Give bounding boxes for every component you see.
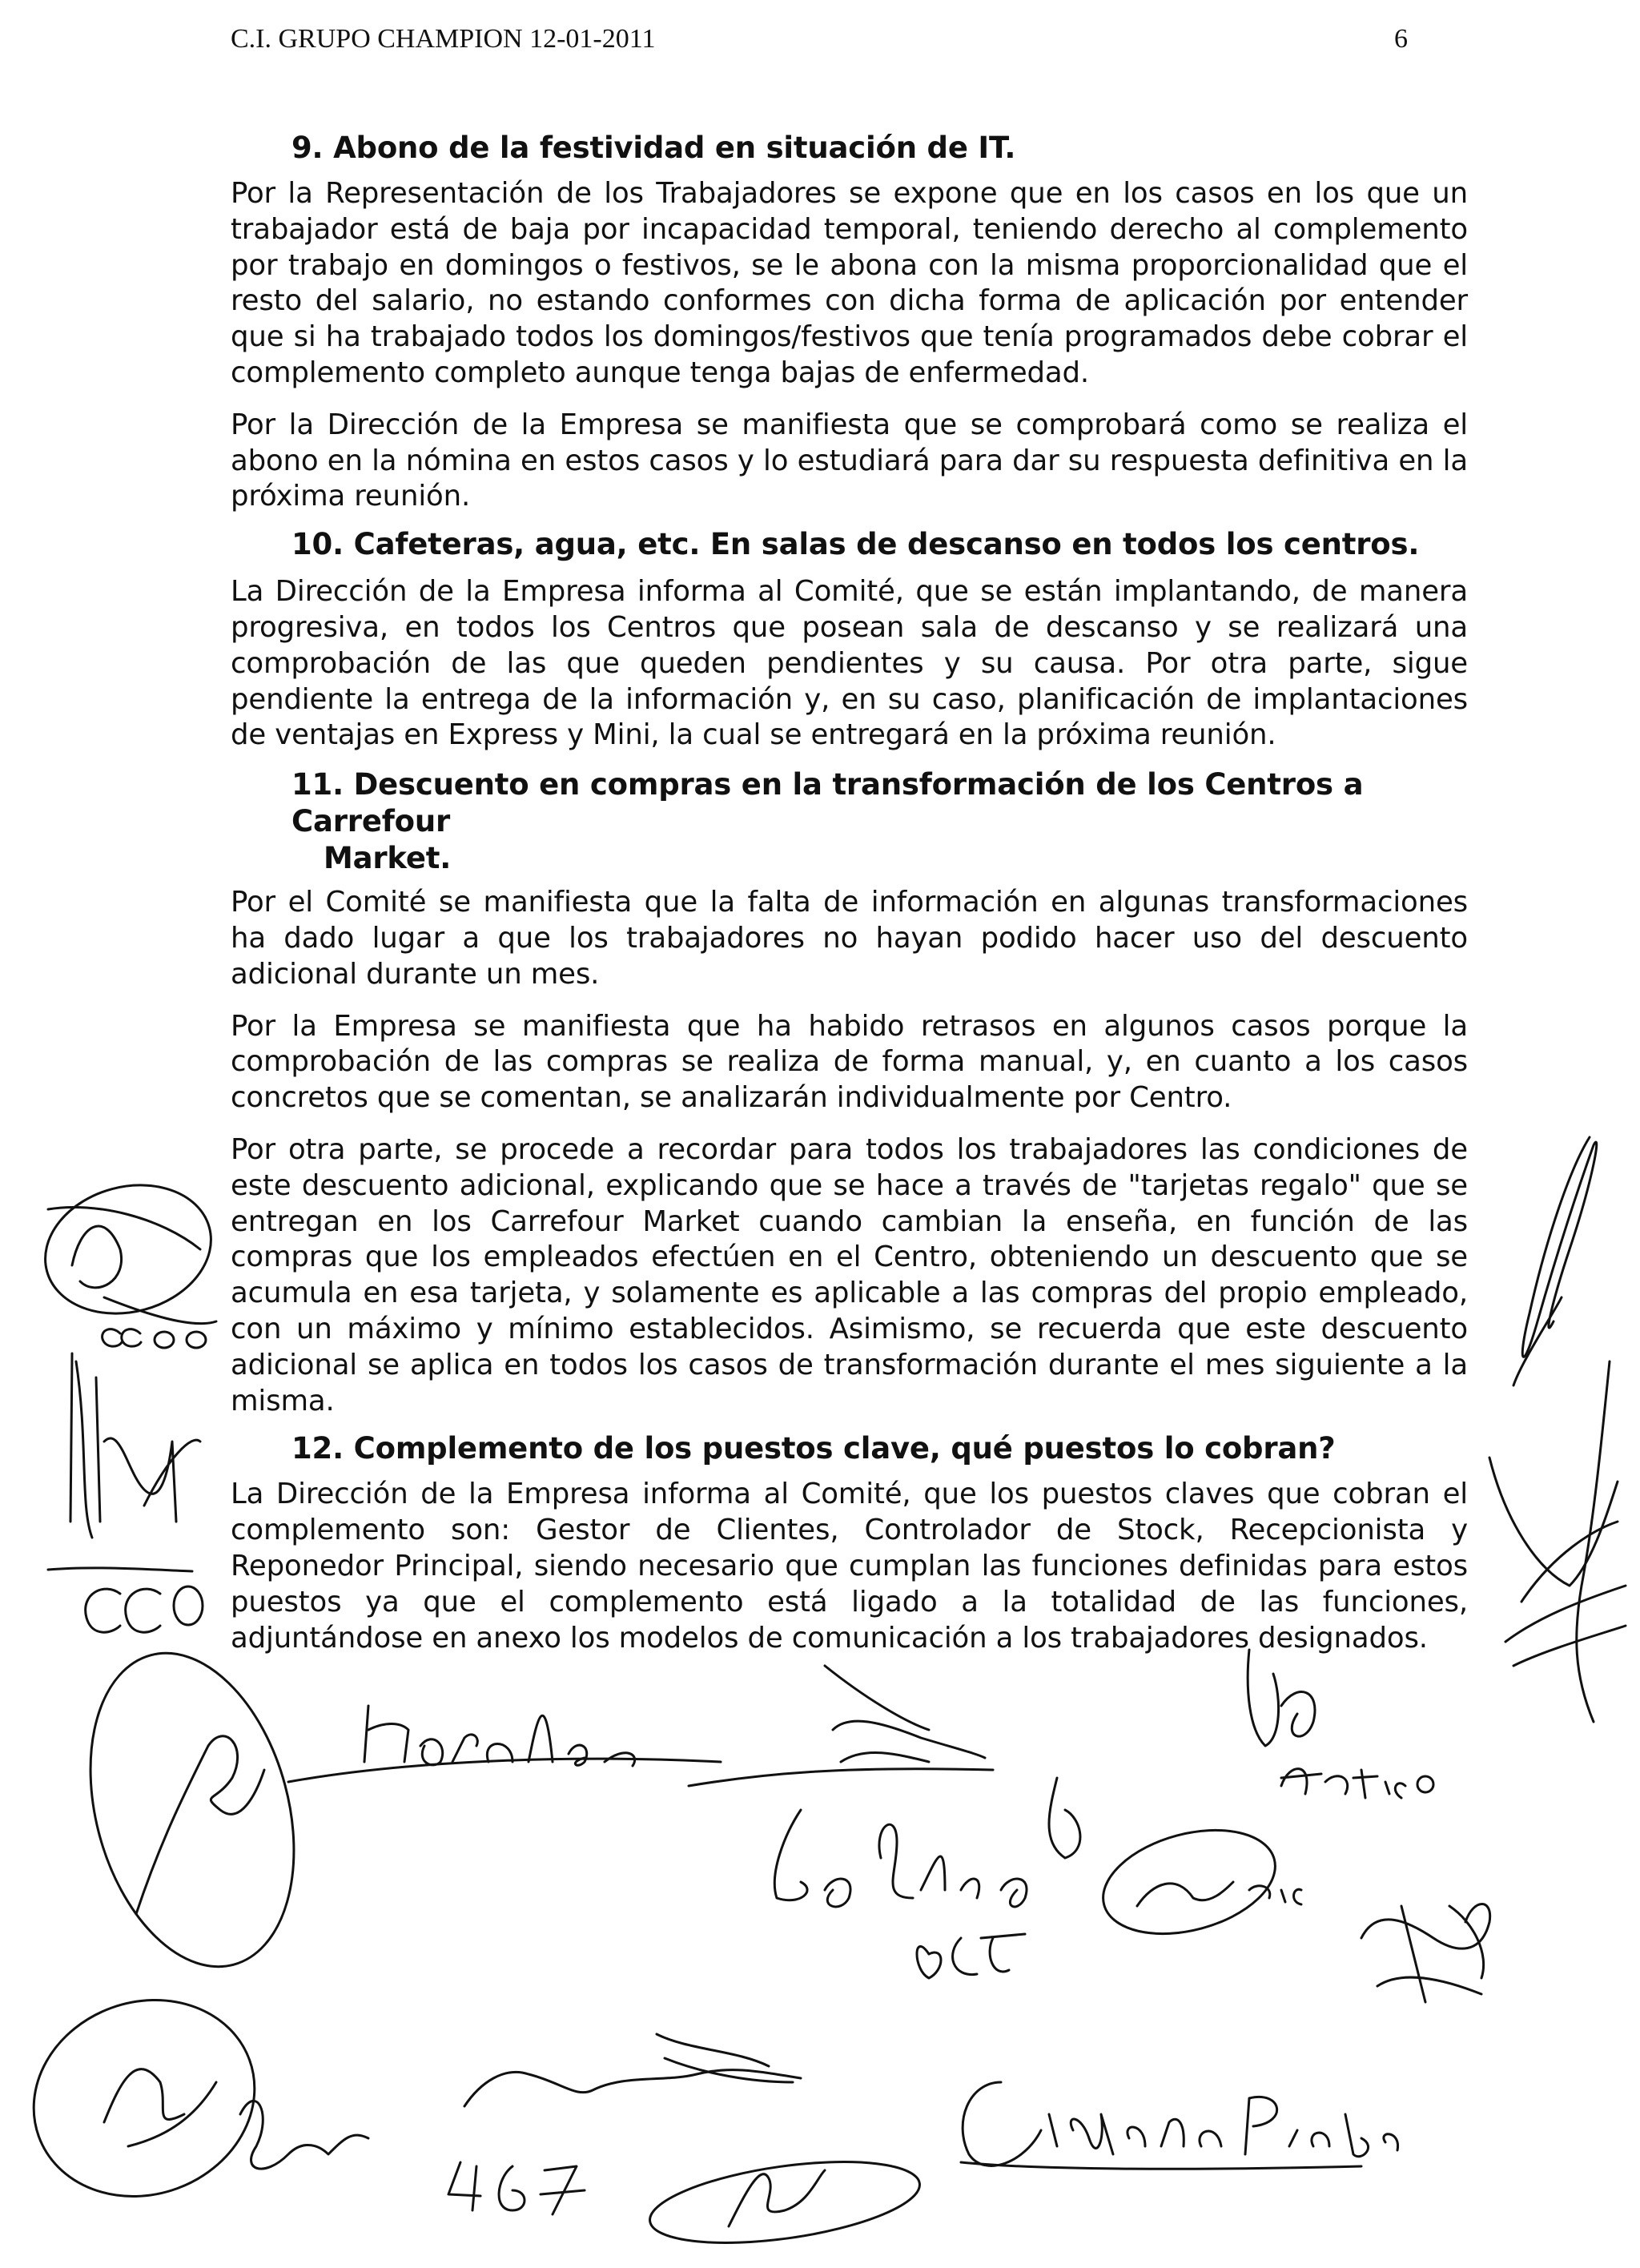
signature-bottom-fetico-2 (1091, 1813, 1301, 1952)
page-number: 6 (1394, 24, 1408, 54)
section-12-number: 12. (291, 1431, 344, 1466)
signature-bottom-bottom (645, 2148, 924, 2257)
signature-right-2 (1489, 1361, 1626, 1722)
section-12-title: Complemento de los puestos clave, qué puestos lo cobran? (353, 1431, 1336, 1466)
section-11-paragraph-3: Por otra parte, se procede a recordar para todos los trabajadores las condiciones de este descuento adicional, explicando que se hace a través de "tarjetas regalo" que se entregan en los Carrefour Market cuando cambian la enseña, en función de las compras que los empleados efectúen en el Centro, obteniendo un descuento que se acumula en esa tarjeta, y solamente es aplicable a las compras del propio empleado, con un máximo y mínimo establecidos. Asimismo, se recuerda que este descuento adicional se aplica en todos los casos de transformación durante el mes siguiente a la misma. (231, 1132, 1468, 1418)
section-10-heading (291, 526, 1468, 563)
document-body (231, 130, 1468, 1656)
section-9-title: Abono de la festividad en situación de IT. (333, 131, 1016, 165)
signature-bottom-fetico-1 (1248, 1650, 1433, 1798)
signature-bottom-left-3 (240, 2101, 368, 2169)
signature-bottom-right (1361, 1904, 1490, 2003)
header-title: C.I. GRUPO CHAMPION 12-01-2011 (231, 24, 656, 54)
section-11-title-line-2: Market. (324, 841, 452, 876)
signature-bottom-morales (288, 1706, 721, 1782)
signature-left-2 (48, 1353, 203, 1632)
signature-bottom-left-2 (6, 1969, 282, 2226)
signature-bottom-1 (58, 1631, 326, 1989)
section-9-number: 9. (291, 131, 324, 165)
section-9-paragraph-1: Por la Representación de los Trabajadores se expone que en los casos en los que un trabajador está de baja por incapacidad temporal, teniendo derecho al complemento por trabajo en domingos o festivos, se le abona con la misma proporcionalidad que el resto del salario, no estando conformes con dicha forma de aplicación por entender que si ha trabajado todos los domingos/festivos que tenía programados debe cobrar el complemento completo aunque tenga bajas de enfermedad. (231, 177, 1468, 389)
section-11-title-line-1: Descuento en compras en la transformación de los Centros a Carrefour (291, 767, 1364, 839)
signature-bottom-ugt (774, 1778, 1080, 1978)
section-10-number: 10. (291, 527, 344, 562)
signature-bottom-467 (448, 2034, 801, 2214)
page-header (231, 24, 1408, 64)
section-11-paragraph-1: Por el Comité se manifiesta que la falta de información en algunas transformaciones ha dado lugar a que los trabajadores no hayan podido hacer uso del descuento adicional durante un mes. (231, 886, 1468, 991)
section-11-paragraph-2: Por la Empresa se manifiesta que ha habido retrasos en algunos casos porque la comprobación de las compras se realiza de forma manual, y, en cuanto a los casos concretos que se comentan, se analizarán individualmente por Centro. (231, 1009, 1468, 1115)
signature-left-1 (30, 1167, 225, 1348)
signature-bottom-victoria-prados (961, 2082, 1398, 2169)
section-10-title: Cafeteras, agua, etc. En salas de descanso en todos los centros. (353, 527, 1420, 562)
signature-bottom-center-top (689, 1666, 993, 1786)
signature-right-1 (1513, 1137, 1597, 1385)
section-12-paragraph-1: La Dirección de la Empresa informa al Comité, que los puestos claves que cobran el complemento son: Gestor de Clientes, Controlador de Stock, Recepcionista y Reponedor Principal, siendo necesario que cumplan las funciones definidas para estos puestos ya que el complemento está ligado a la totalidad de las funciones, adjuntándose en anexo los modelos de comunicación a los trabajadores designados. (231, 1478, 1468, 1655)
section-12-heading (291, 1430, 1468, 1467)
section-9-heading (291, 130, 1468, 167)
section-9-paragraph-2: Por la Dirección de la Empresa se manifiesta que se comprobará como se realiza el abono en la nómina en estos casos y lo estudiará para dar su respuesta definitiva en la próxima reunión. (231, 408, 1468, 513)
section-11-heading (291, 766, 1468, 877)
section-10-paragraph-1: La Dirección de la Empresa informa al Comité, que se están implantando, de manera progresiva, en todos los Centros que posean sala de descanso y se realizará una comprobación de las que queden pendientes y su causa. Por otra parte, sigue pendiente la entrega de la información y, en su caso, planificación de implantaciones de ventajas en Express y Mini, la cual se entregará en la próxima reunión. (231, 575, 1468, 752)
section-11-number: 11. (291, 767, 344, 802)
